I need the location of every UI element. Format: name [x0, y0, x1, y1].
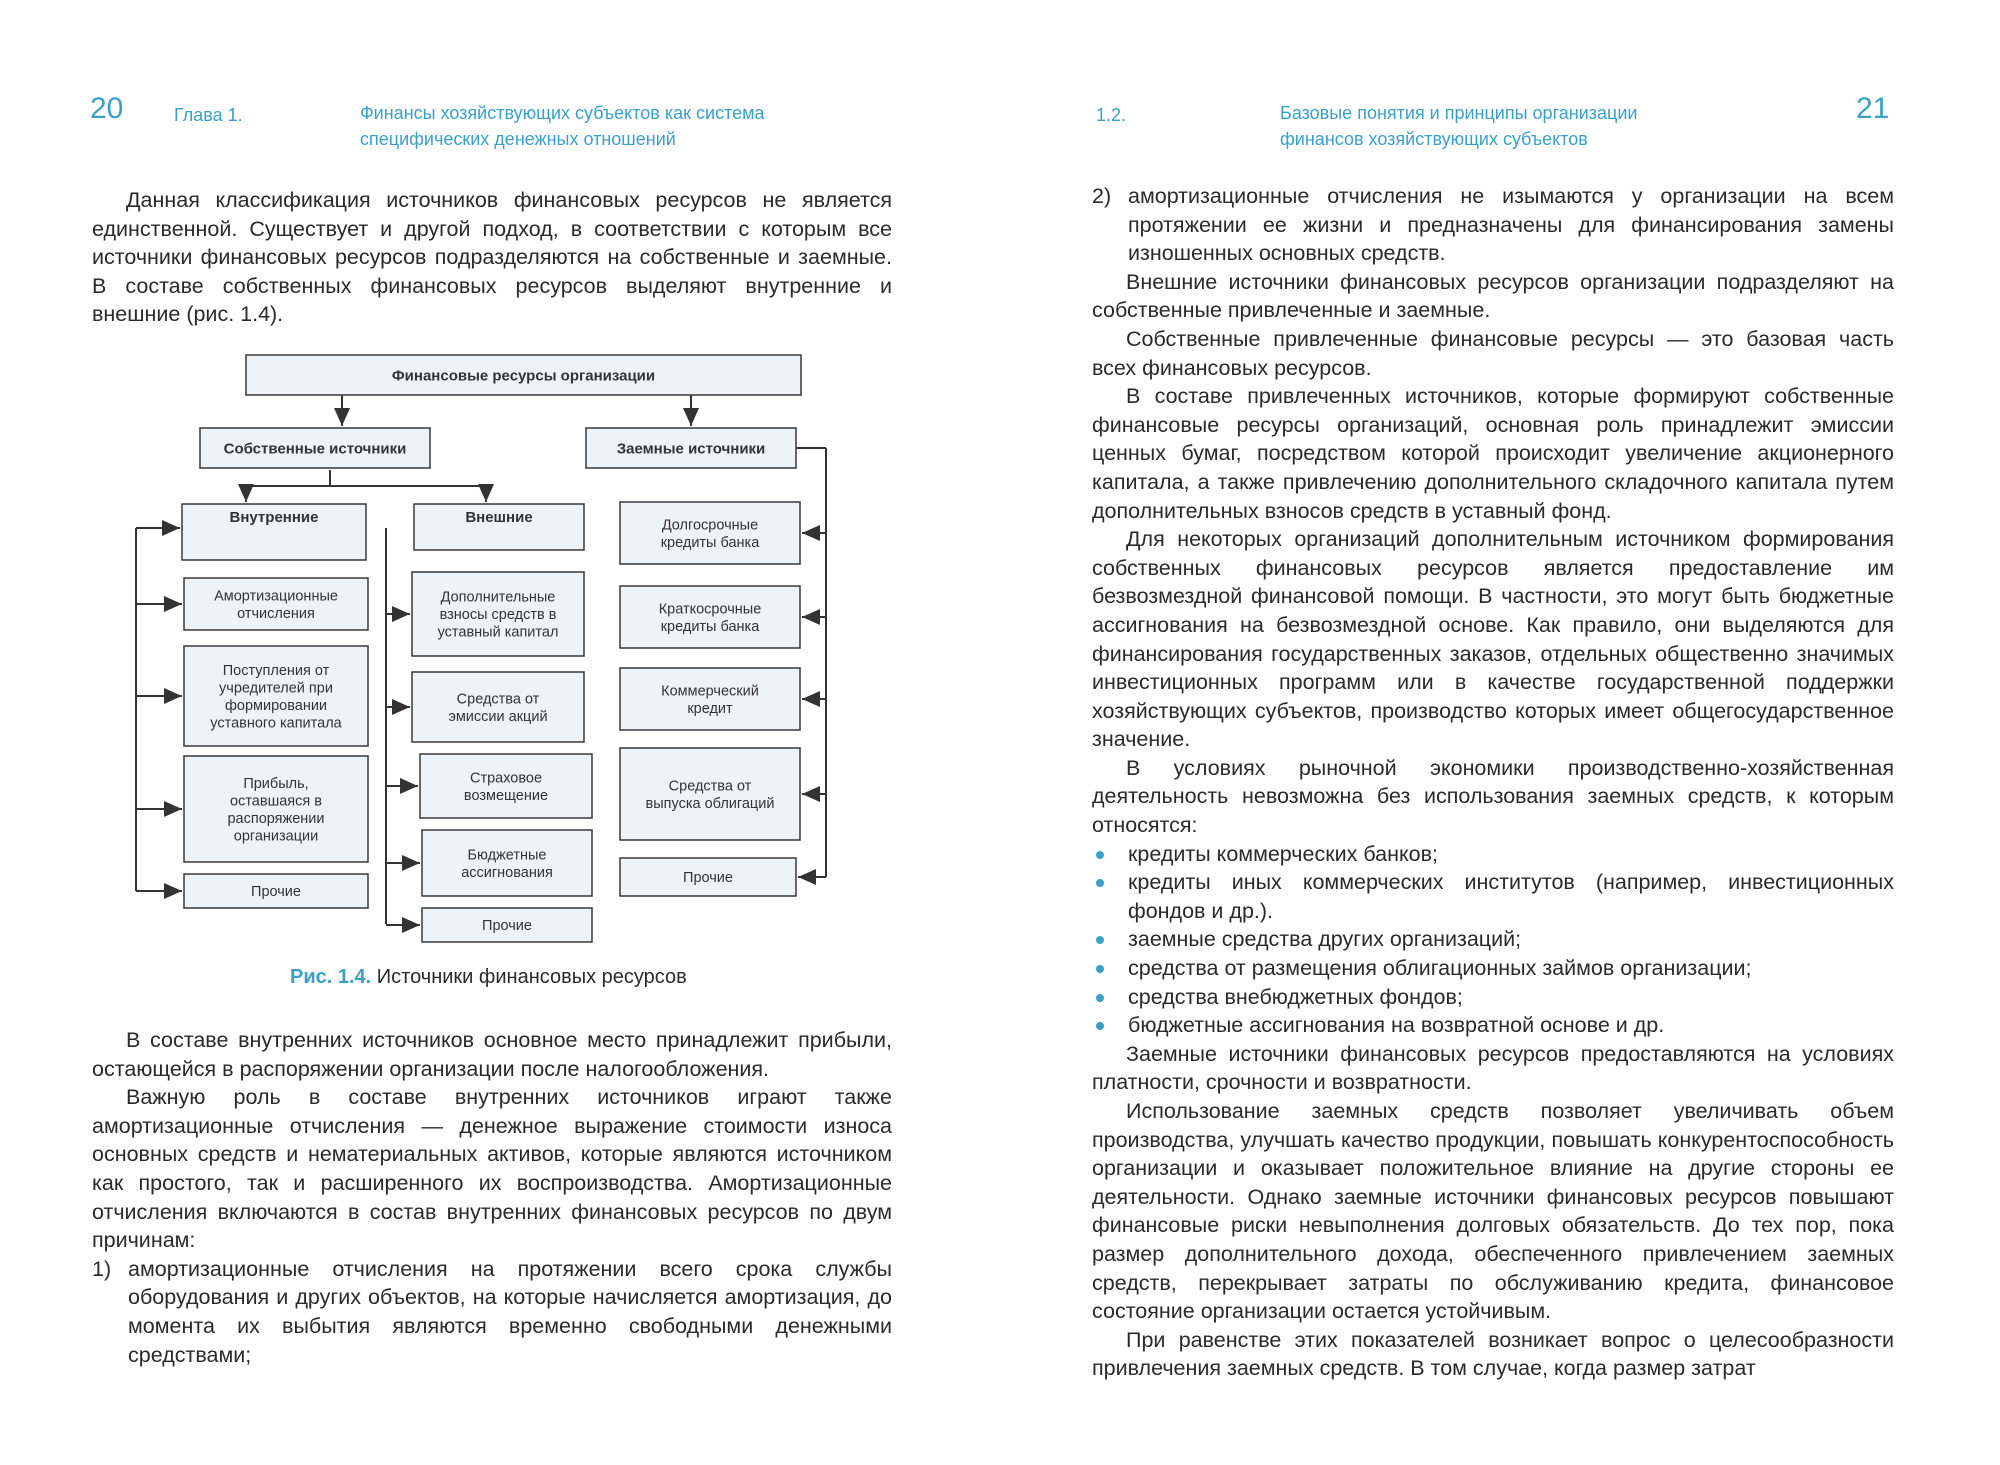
external-item-box-label: Дополнительные — [440, 589, 556, 606]
borrowed-item-box-label: Коммерческий — [661, 683, 759, 700]
internal-item-box-label: организации — [233, 828, 319, 845]
external-item-box — [420, 754, 592, 818]
borrowed-item-box — [620, 858, 796, 896]
item-text: амортизационные отчисления не изымаются у организации на всем протяжении ее жизни и предназначены для финансирования замены изношенных основных средств. — [1128, 184, 1894, 266]
paragraph: Важную роль в составе внутренних источников играют также амортизационные отчисления — денежное выражение стоимости износа основных средств и нематериальных активов, которые являются источником как простого, так и расширенного их воспроизводства. Амортизационные отчисления включаются в состав внутренних финансовых ресурсов по двум причинам: — [92, 1085, 892, 1253]
internal-item-box-label: Прочие — [251, 884, 301, 901]
page-number: 21 — [1856, 92, 1890, 125]
internal-box — [182, 504, 366, 560]
bullet-item: средства от размещения облигационных займов организации; — [1092, 954, 1894, 983]
external-item-box-label: Бюджетные — [467, 847, 547, 864]
figure-caption — [290, 966, 687, 989]
body-text — [92, 1026, 892, 1369]
item-text: амортизационные отчисления на протяжении всего срока службы оборудования и других объектов, на которые начисляется амортизация, до момента их выбытия являются временно свободными денежными средствами; — [128, 1256, 892, 1367]
borrowed-sources-box — [586, 428, 796, 468]
borrowed-item-box-label: Прочие — [683, 870, 733, 887]
bullet-list — [1092, 840, 1894, 1040]
borrowed-item-box-label: выпуска облигаций — [645, 795, 775, 812]
internal-item-box-label: Амортизационные — [214, 588, 338, 605]
borrowed-item-box — [620, 586, 800, 648]
external-item-box-label: Прочие — [482, 918, 532, 935]
sources-diagram — [128, 350, 848, 950]
bullet-item: кредиты иных коммерческих институтов (например, инвестиционных фондов и др.). — [1092, 868, 1894, 925]
internal-box-label: Внутренние — [229, 509, 319, 526]
section-label: 1.2. — [1096, 105, 1127, 125]
borrowed-item-box-label: кредит — [687, 700, 733, 717]
own-sources-box-label: Собственные источники — [223, 440, 407, 458]
borrowed-item-box-label: Краткосрочные — [658, 601, 762, 618]
external-item-box-label: Страховое — [469, 770, 543, 787]
bullet-item: заемные средства других организаций; — [1092, 925, 1894, 954]
paragraph: В составе внутренних источников основное место принадлежит прибыли, остающейся в распоряжении организации после налогообложения. — [92, 1028, 892, 1081]
numbered-item — [92, 1255, 892, 1369]
external-item-box — [422, 908, 592, 942]
internal-item-box — [184, 578, 368, 630]
external-item-box — [422, 830, 592, 896]
external-item-box-label: взносы средств в — [439, 607, 557, 624]
external-item-box — [412, 572, 584, 656]
paragraph: Использование заемных средств позволяет увеличивать объем производства, улучшать качество продукции, повышать конкурентоспособность организации и оказывает положительное влияние на другие стороны ее деятельности. Однако заемные источники финансовых ресурсов повышают финансовые риски невыполнения долговых обязательств. До тех пор, пока размер дополнительного дохода, обеспеченного привлечением заемных средств, перекрывает затраты по обслуживанию кредита, финансовое состояние организации остается устойчивым. — [1092, 1099, 1894, 1324]
paragraph: При равенстве этих показателей возникает вопрос о целесообразности привлечения заемных средств. В том случае, когда размер затрат — [1092, 1327, 1894, 1381]
chapter-title-line: Финансы хозяйствующих субъектов как система — [360, 103, 765, 123]
page-number: 20 — [90, 92, 124, 125]
bullet-item: средства внебюджетных фондов; — [1092, 983, 1894, 1012]
own-sources-box — [200, 428, 430, 468]
internal-item-box-label: Поступления от — [222, 662, 330, 679]
numbered-item — [1092, 182, 1894, 268]
borrowed-item-box-label: кредиты банка — [660, 534, 760, 551]
section-title-line: Базовые понятия и принципы организации — [1280, 103, 1638, 123]
paragraph: Данная классификация источников финансовых ресурсов не является единственной. Существует и другой подход, в соответствии с которым все источники финансовых ресурсов подразделяются на собственные и заемные. В составе собственных финансовых ресурсов выделяют внутренние и внешние (рис. 1.4). — [92, 188, 892, 327]
paragraph: Собственные привлеченные финансовые ресурсы — это базовая часть всех финансовых ресурсов. — [1092, 326, 1894, 380]
internal-item-box-label: Прибыль, — [243, 775, 309, 792]
bullet-item: кредиты коммерческих банков; — [1092, 840, 1894, 869]
external-box-label: Внешние — [465, 509, 533, 526]
external-item-box-label: эмиссии акций — [448, 708, 548, 725]
caption-label: Рис. 1.4. — [290, 966, 372, 988]
item-number: 2) — [1092, 184, 1112, 208]
caption-text: Источники финансовых ресурсов — [376, 966, 687, 988]
borrowed-item-box-label: кредиты банка — [660, 618, 760, 635]
internal-item-box — [184, 756, 368, 862]
paragraph: Внешние источники финансовых ресурсов организации подразделяют на собственные привлеченные и заемные. — [1092, 269, 1894, 323]
paragraph: В условиях рыночной экономики производственно-хозяйственная деятельность невозможна без использования заемных средств, к которым относятся: — [1092, 755, 1894, 838]
external-item-box — [412, 672, 584, 742]
internal-item-box-label: учредителей при — [219, 680, 333, 697]
borrowed-sources-box-label: Заемные источники — [616, 440, 766, 458]
paragraph: Для некоторых организаций дополнительным источником формирования собственных финансовых ресурсов является предоставление им безвозмездной финансовой помощи. В частности, это могут быть бюджетные ассигнования на безвозмездной основе. Как правило, они выделяются для финансирования государственных заказов, отдельных общественно значимых инвестиционных программ или в качестве государственной поддержки хозяйствующих субъектов, производство которых имеет общегосударственное значение. — [1092, 527, 1894, 752]
external-box — [414, 504, 584, 550]
chapter-title — [360, 100, 765, 152]
borrowed-item-box — [620, 668, 800, 730]
paragraph: В составе привлеченных источников, которые формируют собственные финансовые ресурсы организаций, основная роль принадлежит эмиссии ценных бумаг, посредством которой происходит увеличение акционерного капитала, а также привлечению дополнительного складочного капитала путем дополнительных взносов средств в уставный фонд. — [1092, 384, 1894, 523]
item-number: 1) — [92, 1256, 112, 1281]
borrowed-item-box-label: Средства от — [668, 778, 752, 795]
internal-item-box-label: оставшаяся в — [230, 793, 322, 810]
internal-item-box-label: формировании — [224, 697, 328, 714]
external-item-box-label: Средства от — [456, 691, 540, 708]
section-title-line: финансов хозяйствующих субъектов — [1280, 129, 1588, 149]
body-text — [1092, 182, 1894, 1383]
internal-item-box — [184, 874, 368, 908]
chapter-title-line: специфических денежных отношений — [360, 129, 676, 149]
borrowed-item-box-label: Долгосрочные — [661, 517, 759, 534]
external-item-box-label: возмещение — [463, 787, 549, 804]
right-page — [1000, 0, 2000, 1465]
external-item-box-label: уставный капитал — [437, 624, 559, 641]
root-box — [246, 355, 801, 395]
internal-item-box-label: отчисления — [237, 605, 315, 622]
internal-item-box — [184, 646, 368, 746]
external-item-box-label: ассигнования — [461, 864, 553, 881]
root-box-label: Финансовые ресурсы организации — [391, 367, 656, 385]
section-title — [1280, 100, 1637, 152]
internal-item-box-label: распоряжении — [227, 810, 325, 827]
borrowed-item-box — [620, 748, 800, 840]
internal-item-box-label: уставного капитала — [210, 715, 342, 732]
intro-text — [92, 186, 892, 329]
chapter-label: Глава 1. — [174, 105, 243, 125]
borrowed-item-box — [620, 502, 800, 564]
bullet-item: бюджетные ассигнования на возвратной основе и др. — [1092, 1011, 1894, 1040]
paragraph: Заемные источники финансовых ресурсов предоставляются на условиях платности, срочности и возвратности. — [1092, 1041, 1894, 1095]
